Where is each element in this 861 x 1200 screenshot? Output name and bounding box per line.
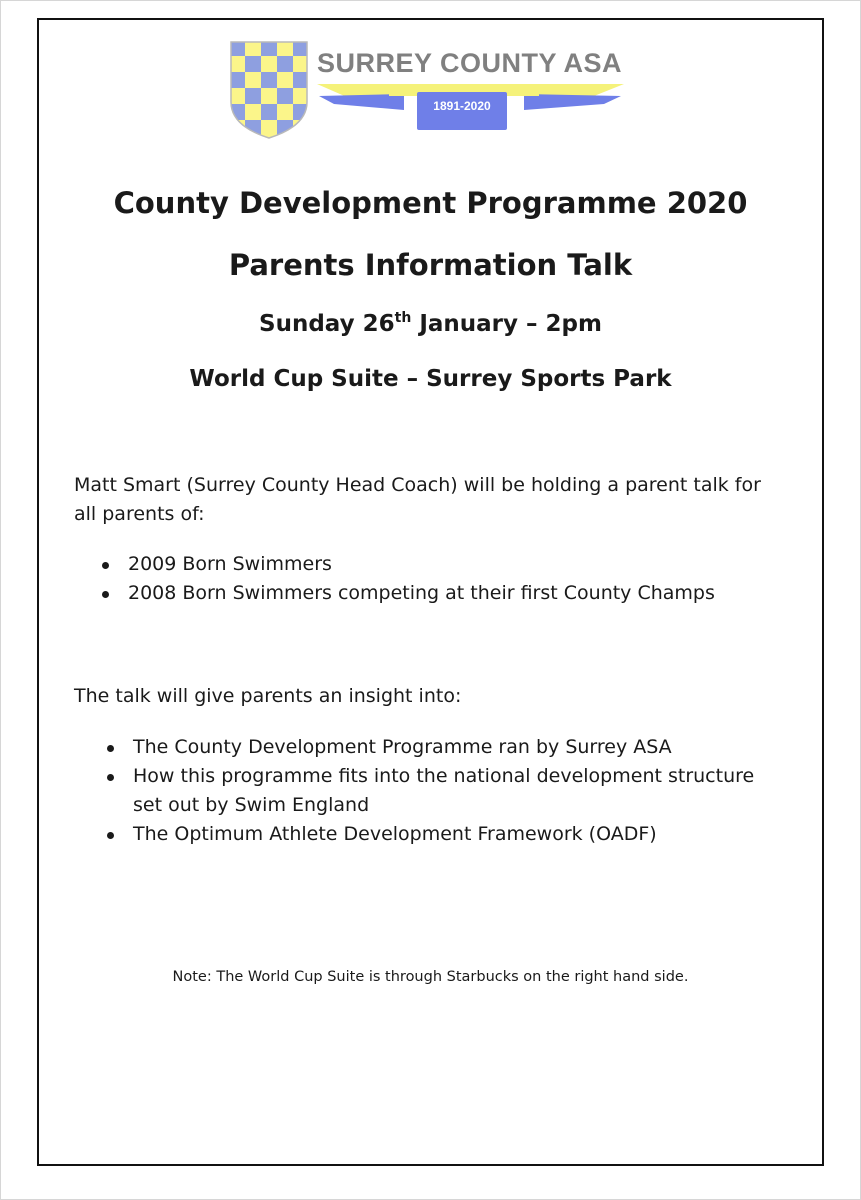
banner-left-blue [319, 94, 404, 110]
topics-list [107, 733, 757, 849]
list-item [107, 733, 757, 762]
list-item [102, 579, 802, 608]
list-item-text: 2009 Born Swimmers [128, 553, 332, 575]
insight-intro: The talk will give parents an insight into: [74, 685, 462, 707]
shield-checker-icon [229, 40, 309, 140]
date-heading [40, 311, 821, 337]
bullet-icon [102, 591, 109, 598]
list-item-text: The County Development Programme ran by Surrey ASA [133, 736, 672, 758]
programme-heading: County Development Programme 2020 [113, 186, 748, 220]
list-item-text: How this programme fits into the national development structure set out by Swim England [133, 765, 755, 816]
venue-heading: World Cup Suite – Surrey Sports Park [189, 366, 672, 392]
date-rest: January – 2pm [411, 311, 602, 337]
list-item-text: 2008 Born Swimmers competing at their first County Champs [128, 582, 715, 604]
bullet-icon [102, 562, 109, 569]
audience-list [102, 550, 802, 608]
banner-right-blue [524, 94, 621, 110]
surrey-asa-logo [229, 40, 629, 140]
list-item-text: The Optimum Athlete Development Framework (OADF) [133, 823, 657, 845]
bullet-icon [107, 832, 114, 839]
list-item [107, 820, 757, 849]
intro-paragraph: Matt Smart (Surrey County Head Coach) will be holding a parent talk for all parents of: [74, 474, 761, 525]
list-item [102, 550, 802, 579]
bullet-icon [107, 774, 114, 781]
logo-org-name: SURREY COUNTY ASA [317, 48, 623, 78]
logo-years: 1891-2020 [433, 99, 491, 113]
talk-heading: Parents Information Talk [228, 248, 633, 282]
date-suffix: th [394, 310, 412, 326]
list-item [107, 762, 757, 820]
directions-note: Note: The World Cup Suite is through Starbucks on the right hand side. [172, 969, 689, 985]
bullet-icon [107, 745, 114, 752]
date-prefix: Sunday 26 [259, 311, 395, 337]
